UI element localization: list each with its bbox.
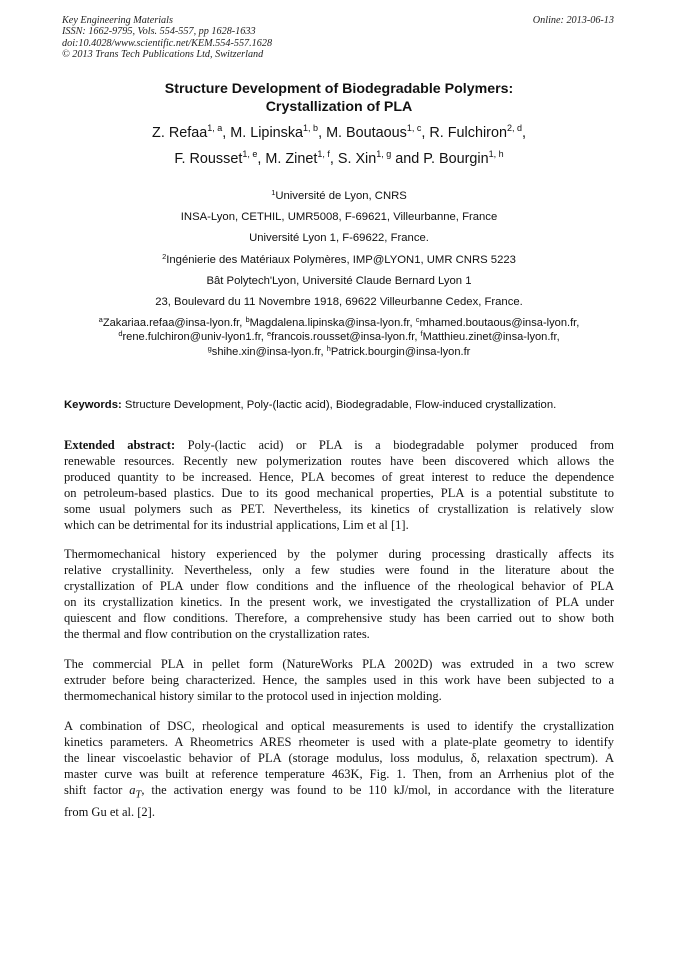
copyright-line: © 2013 Trans Tech Publications Ltd, Switzerland	[62, 48, 264, 60]
email-link[interactable]: Zakariaa.refaa@insa-lyon.fr,	[102, 317, 243, 329]
affiliation-line: Bât Polytech'Lyon, Université Claude Bernard Lyon 1	[206, 274, 472, 287]
affiliations	[0, 186, 678, 313]
abstract-paragraph-1	[64, 437, 614, 534]
paragraph-line: some usual polymers such as PET. Nevertheless, its kinetics of crystallization is relatively slow	[64, 502, 614, 517]
online-date: Online: 2013-06-13	[532, 15, 614, 26]
paragraph-line: renewable resources. Recently new polymerization routes have been discovered which allows the	[64, 454, 614, 469]
author-affil-sup: 1, b	[303, 123, 319, 133]
author-name: R. Fulchiron	[429, 125, 507, 141]
author-name: M. Boutaous	[326, 125, 407, 141]
author-name: M. Zinet	[265, 151, 318, 167]
email-line: $^a$Zakariaa.refaa@insa-lyon.fr, $^b$Magdalena.lipinska@insa-lyon.fr, $^c$mhamed.boutaous@insa-lyon.fr,	[98, 315, 580, 329]
author-name: M. Lipinska	[230, 125, 304, 141]
paragraph-line: The commercial PLA in pellet form (NatureWorks PLA 2002D) was extruded in a two screw	[64, 657, 614, 671]
abstract-paragraph-3	[64, 656, 614, 704]
paragraph-line: on its crystallization kinetics. In the present work, we investigated the crystallization of PLA under	[64, 595, 614, 610]
author-line-2: F. Rousset$^{1, e}$, M. Zinet$^{1, f}$, S. Xin$^{1, g}$ and P. Bourgin$^{1, h}$	[174, 149, 504, 167]
paragraph-line: A combination of DSC, rheological and optical measurements is used to identify the crystallization	[64, 719, 614, 733]
email-link[interactable]: Matthieu.zinet@insa-lyon.fr,	[422, 331, 560, 344]
email-link[interactable]: francois.rousset@insa-lyon.fr,	[271, 331, 418, 344]
paragraph-line: on petroleum-based plastics. Due to its good mechanical properties, PLA is a potential substitute to	[64, 486, 614, 501]
paragraph-line: Extended abstract: Poly-(lactic acid) or PLA is a biodegradable polymer produced from	[64, 438, 614, 452]
paragraph-line: the thermal and flow contribution on the crystallization rates.	[64, 627, 370, 642]
paragraph-line: Thermomechanical history experienced by the polymer during processing drastically affects its	[64, 547, 614, 561]
extended-abstract-label: Extended abstract:	[64, 438, 176, 452]
affiliation-line: 23, Boulevard du 11 Novembre 1918, 69622 Villeurbanne Cedex, France.	[155, 296, 523, 309]
affiliation-line: Université Lyon 1, F-69622, France.	[249, 232, 429, 245]
author-name: F. Rousset	[174, 151, 243, 167]
paragraph-line: crystallization of PLA under flow conditions and the influence of the rheological behavior of PLA	[64, 579, 614, 594]
keywords-text: Structure Development, Poly-(lactic acid), Biodegradable, Flow-induced crystallization.	[124, 399, 557, 411]
journal-header	[62, 15, 272, 60]
email-line: $^d$rene.fulchiron@univ-lyon1.fr, $^e$francois.rousset@insa-lyon.fr, $^f$Matthieu.zinet@insa-lyon.fr,	[118, 329, 560, 344]
issn-line: ISSN: 1662-9795, Vols. 554-557, pp 1628-1633	[62, 26, 256, 38]
affiliation-sup: 1	[271, 188, 276, 197]
author-affil-sup: 2, d	[506, 123, 522, 133]
title-line-1: Structure Development of Biodegradable Polymers:	[164, 81, 514, 97]
author-affil-sup: 1, g	[376, 149, 392, 159]
paragraph-line: quiescent and flow conditions. Therefore, a comprehensive study has been carried out to show both	[64, 611, 614, 626]
email-link[interactable]: rene.fulchiron@univ-lyon1.fr,	[122, 331, 264, 344]
author-affil-sup: 1, e	[242, 149, 258, 159]
affiliation-line: $^1$Université de Lyon, CNRS	[271, 188, 407, 202]
paragraph-line: which can be detrimental for its industrial applications, Lim et al [1].	[64, 518, 409, 533]
author-conjunction: and	[395, 151, 420, 167]
author-affil-sup: 1, c	[406, 123, 422, 133]
author-affil-sup: 1, h	[488, 149, 504, 159]
email-link[interactable]: shihe.xin@insa-lyon.fr,	[211, 345, 324, 358]
author-name: Z. Refaa	[152, 125, 208, 141]
paragraph-line: shift factor $a_T$, the activation energy was found to be 110 kJ/mol, in accordance with the literature	[64, 783, 615, 801]
affiliation-line: INSA-Lyon, CETHIL, UMR5008, F-69621, Villeurbanne, France	[180, 211, 498, 224]
keywords	[64, 398, 624, 413]
paragraph-line: relative crystallinity. Nevertheless, only a few studies were found in the literature about the	[64, 563, 614, 578]
paragraph-line: kinetics parameters. A Rheometrics ARES rheometer is used with a plate-plate geometry to identify	[64, 735, 614, 750]
email-link[interactable]: Magdalena.lipinska@insa-lyon.fr,	[249, 317, 413, 329]
keywords-label: Keywords:	[64, 399, 122, 411]
author-emails	[0, 316, 678, 359]
paragraph-line: thermomechanical history similar to the protocol used in injection molding.	[64, 689, 442, 704]
affiliation-sup: 2	[162, 251, 167, 261]
abstract-paragraph-2	[64, 546, 614, 643]
shift-factor-symbol: $a_T$	[129, 783, 142, 801]
paper-title	[0, 80, 678, 116]
paragraph-line: master curve was built at reference temperature 463K, Fig. 1. Then, from an Arrhenius plot of the	[64, 767, 614, 782]
paragraph-line: the linear viscoelastic behavior of PLA (storage modulus, loss modulus, δ, relaxation spectrum). A	[64, 751, 614, 766]
paragraph-line: extruder before being characterized. Hence, the samples used in this work have been subjected to a	[64, 673, 614, 688]
author-affil-sup: 1, f	[317, 149, 330, 159]
email-link[interactable]: Patrick.bourgin@insa-lyon.fr	[330, 345, 471, 358]
paragraph-line: produced quantity to be increased. Hence, PLA becomes of great interest to reduce the dependence	[64, 470, 614, 485]
email-link[interactable]: mhamed.boutaous@insa-lyon.fr,	[419, 317, 580, 329]
email-line: $^g$shihe.xin@insa-lyon.fr, $^h$Patrick.bourgin@insa-lyon.fr	[207, 343, 471, 358]
author-affil-sup: 1, a	[207, 123, 223, 133]
paragraph-line: from Gu et al. [2].	[64, 804, 155, 819]
title-line-2: Crystallization of PLA	[265, 99, 413, 115]
author-name: P. Bourgin	[423, 151, 489, 167]
doi-line: doi:10.4028/www.scientific.net/KEM.554-557.1628	[62, 37, 273, 49]
abstract-paragraph-4	[64, 718, 614, 820]
author-line-1: Z. Refaa$^{1, a}$, M. Lipinska$^{1, b}$, M. Boutaous$^{1, c}$, R. Fulchiron$^{2, d}$,	[152, 123, 526, 141]
author-name: S. Xin	[337, 151, 377, 167]
journal-name: Key Engineering Materials	[62, 15, 173, 26]
affiliation-line: $^2$Ingénierie des Matériaux Polymères, IMP@LYON1, UMR CNRS 5223	[162, 251, 516, 266]
author-list	[0, 120, 678, 172]
